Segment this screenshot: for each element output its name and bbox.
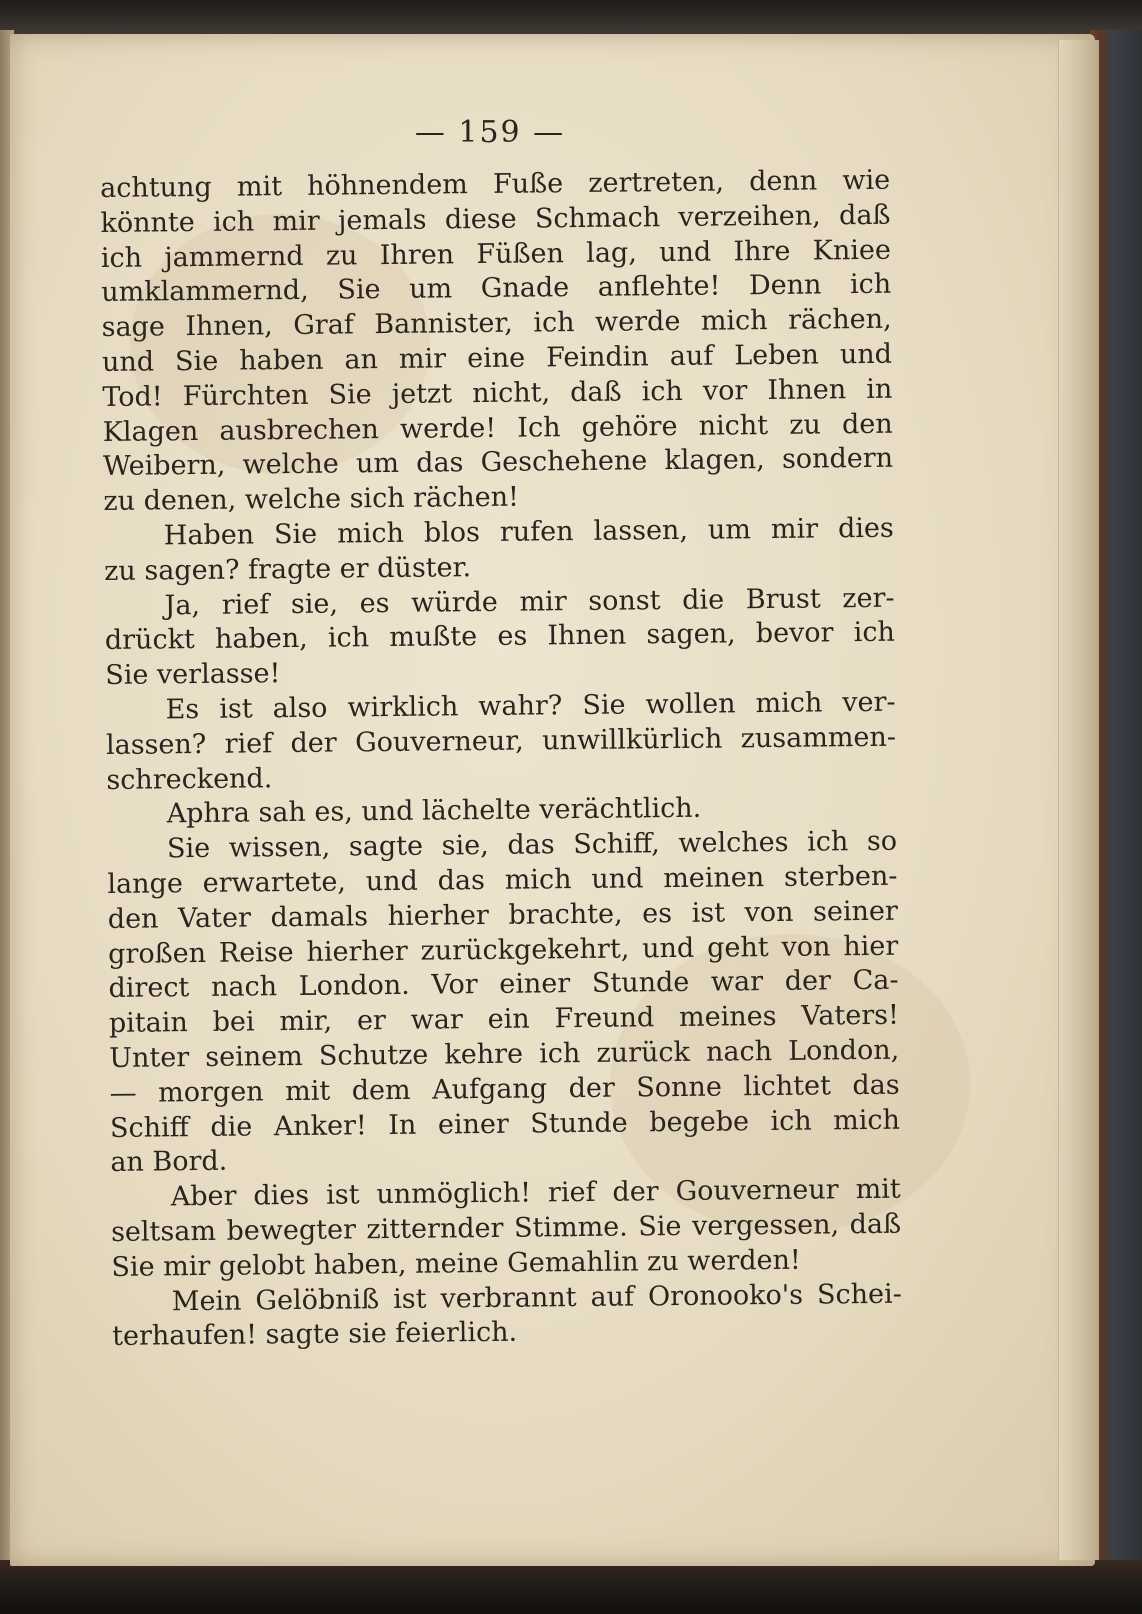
text-line: direct nach London. Vor einer Stunde war der Ca-	[108, 965, 899, 1005]
text-line: Sie mir gelobt haben, meine Gemahlin zu werden!	[111, 1244, 801, 1283]
page-edge	[1058, 40, 1099, 1560]
text-line: Mein Gelöbniß ist verbrannt auf Oronooko's Schei-	[171, 1278, 902, 1317]
page-number-header: — 159 —	[414, 115, 566, 150]
text-line: an Bord.	[110, 1146, 228, 1179]
text-line: Es ist also wirklich wahr? Sie wollen mich ver-	[165, 686, 896, 726]
text-line: Aphra sah es, und lächelte verächtlich.	[166, 793, 702, 830]
text-line: drückt haben, ich mußte es Ihnen sagen, bevor ich	[104, 617, 896, 657]
text-line: Sie verlasse!	[105, 658, 281, 692]
text-line: umklammernd, Sie um Gnade anflehte! Denn ich	[101, 269, 892, 309]
text-line: großen Reise hierher zurückgekehrt, und geht von hier	[108, 930, 899, 970]
text-line: schreckend.	[106, 762, 273, 796]
text-line: Schiff die Anker! In einer Stunde begebe ich mich	[109, 1104, 901, 1144]
text-line: terhaufen! sagte sie feierlich.	[112, 1316, 518, 1353]
text-line: Tod! Fürchten Sie jetzt nicht, daß ich vor Ihnen in	[102, 373, 893, 413]
text-line: sage Ihnen, Graf Bannister, ich werde mich rächen,	[101, 303, 892, 344]
text-line: zu sagen? fragte er düster.	[104, 551, 472, 587]
text-line: achtung mit höhnendem Fuße zertreten, denn wie	[100, 164, 891, 204]
text-line: ich jammernd zu Ihren Füßen lag, und Ihre Kniee	[100, 234, 892, 274]
text-line: — morgen mit dem Aufgang der Sonne lichtet das	[109, 1069, 900, 1109]
text-line: lassen? rief der Gouverneur, unwillkürlich zusammen-	[105, 721, 897, 761]
text-line: den Vater damals hierher brachte, es ist von seiner	[107, 895, 898, 935]
text-line: Unter seinem Schutze kehre ich zurück nach London,	[109, 1034, 900, 1074]
text-line: Sie wissen, sagte sie, das Schiff, welches ich so	[166, 825, 898, 865]
text-line: pitain bei mir, er war ein Freund meines Vaters!	[108, 999, 900, 1040]
text-line: Klagen ausbrechen werde! Ich gehöre nicht zu den	[102, 408, 893, 448]
text-line: lange erwartete, und das mich und meinen sterben-	[107, 860, 898, 900]
text-line: Haben Sie mich blos rufen lassen, um mir dies	[163, 512, 894, 552]
text-line: und Sie haben an mir eine Feindin auf Leben und	[101, 338, 893, 378]
body-text	[100, 164, 902, 1355]
text-line: seltsam bewegter zitternder Stimme. Sie vergessen, daß	[110, 1208, 902, 1248]
text-line: zu denen, welche sich rächen!	[103, 481, 520, 518]
text-line: Weibern, welche um das Geschehene klagen, sondern	[102, 443, 894, 483]
text-line: Aber dies ist unmöglich! rief der Gouverneur mit	[170, 1173, 901, 1213]
text-line: könnte ich mir jemals diese Schmach verzeihen, daß	[100, 199, 891, 239]
text-line: Ja, rief sie, es würde mir sonst die Brust zer-	[164, 582, 895, 621]
scan-background-bottom	[0, 1560, 1142, 1614]
